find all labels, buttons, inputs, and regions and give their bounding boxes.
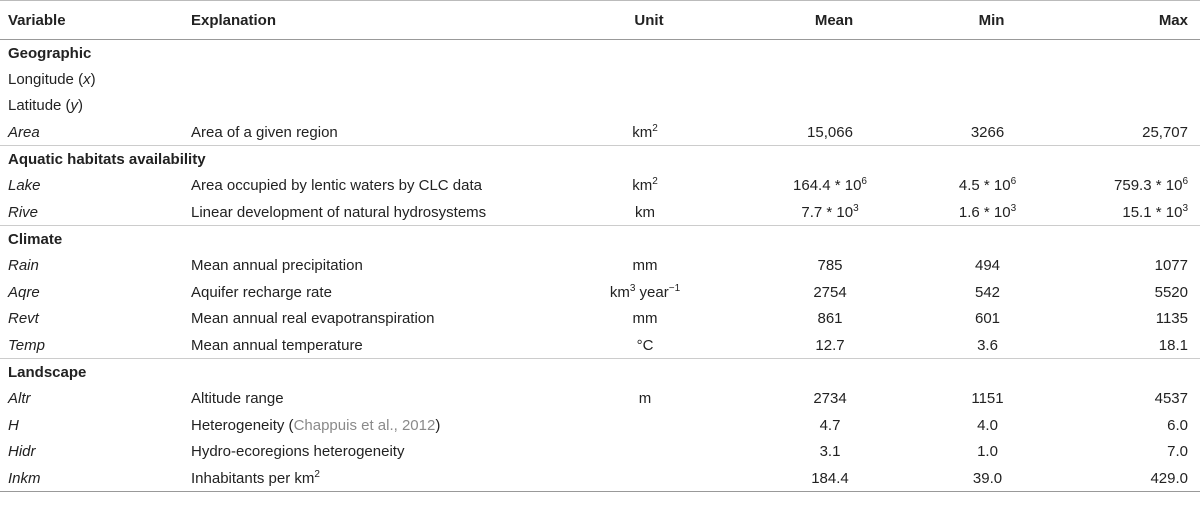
table-row (0, 332, 1200, 359)
min-cell: 3266 (970, 123, 1005, 141)
mean-cell: $164.4 * 10^6$ (793, 176, 867, 195)
header-unit: Unit (545, 1, 745, 40)
table-row (0, 93, 1200, 120)
max-cell: 1135 (1155, 310, 1188, 328)
section-title: Landscape (0, 359, 1200, 386)
variable-cell: H (8, 416, 19, 434)
table-row (0, 119, 1200, 146)
table-row (0, 305, 1200, 332)
explanation-cell: Hydro-ecoregions heterogeneity (191, 443, 405, 461)
variable-cell: Hidr (8, 443, 36, 461)
min-cell: 4.0 (977, 416, 998, 434)
min-cell: 601 (974, 310, 1001, 328)
unit-cell: km (635, 203, 655, 221)
min-cell: 542 (974, 283, 1001, 301)
explanation-cell: Mean annual real evapotranspiration (191, 310, 435, 328)
unit-cell: $km^2$ (632, 176, 658, 195)
section-title: Aquatic habitats availability (0, 146, 1200, 173)
explanation-cell: Linear development of natural hydrosystems (191, 203, 487, 221)
min-cell: $4.5 * 10^6$ (958, 176, 1017, 195)
variable-cell: Aqre (8, 283, 40, 301)
mean-cell: 785 (817, 257, 843, 275)
mean-cell: 861 (817, 310, 843, 328)
unit-cell (545, 465, 745, 492)
explanation-cell: Mean annual temperature (191, 336, 363, 354)
max-cell: 5520 (1154, 283, 1188, 301)
explanation-cell: Area of a given region (191, 123, 338, 141)
section-title: Climate (0, 226, 1200, 253)
variable-cell: Area (8, 123, 40, 141)
min-cell: 39.0 (915, 465, 1060, 492)
mean-cell: 184.4 (745, 465, 915, 492)
header-variable: Variable (0, 1, 183, 40)
mean-cell: 2734 (813, 390, 847, 408)
max-cell: 7.0 (1167, 443, 1188, 461)
table-row (0, 66, 1200, 93)
max-cell: 429.0 (1060, 465, 1200, 492)
variable-cell: Latitude (y) (8, 97, 84, 115)
section-row-aquatic (0, 146, 1200, 173)
table-row (0, 199, 1200, 226)
mean-cell: 4.7 (819, 416, 841, 434)
explanation-cell: Area occupied by lentic waters by CLC data (191, 177, 482, 195)
mean-cell: 2754 (813, 283, 847, 301)
unit-cell: m (638, 390, 652, 408)
citation-link[interactable]: Chappuis et al., 2012 (293, 416, 436, 434)
unit-cell: $km^2$ (632, 122, 658, 141)
mean-cell: $7.7 * 10^3$ (801, 202, 859, 221)
max-cell: $759.3 * 10^6$ (1114, 176, 1188, 195)
min-cell: 494 (974, 257, 1001, 275)
variable-cell: Revt (8, 310, 39, 328)
min-cell: 3.6 (977, 336, 998, 354)
unit-cell (545, 412, 745, 439)
header-mean: Mean (745, 1, 915, 40)
min-cell: 1151 (971, 390, 1004, 408)
variable-cell: Altr (8, 390, 31, 408)
min-cell: 1.0 (977, 443, 998, 461)
max-cell: 1077 (1154, 257, 1188, 275)
section-row-landscape (0, 359, 1200, 386)
table-row (0, 412, 1200, 439)
variable-cell: Rain (8, 257, 39, 275)
variable-cell: Rive (8, 203, 39, 221)
header-max: Max (1060, 1, 1200, 40)
max-cell: 4537 (1154, 390, 1188, 408)
explanation-cell: Mean annual precipitation (191, 257, 363, 275)
max-cell: 18.1 (1158, 336, 1188, 354)
max-cell: 6.0 (1167, 416, 1188, 434)
max-cell: 25,707 (1142, 123, 1188, 141)
unit-cell: °C (636, 336, 654, 354)
variable-cell: Temp (8, 336, 45, 354)
variable-cell: Inkm (0, 465, 183, 492)
explanation-cell: Altitude range (191, 390, 284, 408)
max-cell: $15.1 * 10^3$ (1122, 202, 1188, 221)
table-row (0, 385, 1200, 412)
table-row (0, 465, 1200, 492)
section-row-geographic (0, 40, 1200, 67)
header-row (0, 1, 1200, 40)
header-explanation: Explanation (183, 1, 545, 40)
unit-cell: $km^3$ year$^{-1}$ (609, 282, 681, 301)
unit-cell: mm (632, 310, 658, 328)
unit-cell: mm (632, 257, 658, 275)
variable-cell: Lake (8, 177, 41, 195)
table-row (0, 438, 1200, 465)
section-row-climate (0, 226, 1200, 253)
explanation-cell: Aquifer recharge rate (191, 283, 332, 301)
mean-cell: 15,066 (807, 123, 853, 141)
variable-cell: Longitude (x) (8, 70, 96, 88)
mean-cell: 12.7 (815, 336, 845, 354)
table-row (0, 279, 1200, 306)
min-cell: $1.6 * 10^3$ (958, 202, 1017, 221)
header-min: Min (915, 1, 1060, 40)
table-row (0, 252, 1200, 279)
mean-cell: 3.1 (819, 443, 841, 461)
section-title: Geographic (8, 44, 92, 62)
table-row (0, 172, 1200, 199)
explanation-cell: Heterogeneity (Chappuis et al., 2012) (191, 416, 441, 434)
explanation-cell: Inhabitants per $km^2$ (183, 465, 545, 492)
unit-cell (545, 438, 745, 465)
